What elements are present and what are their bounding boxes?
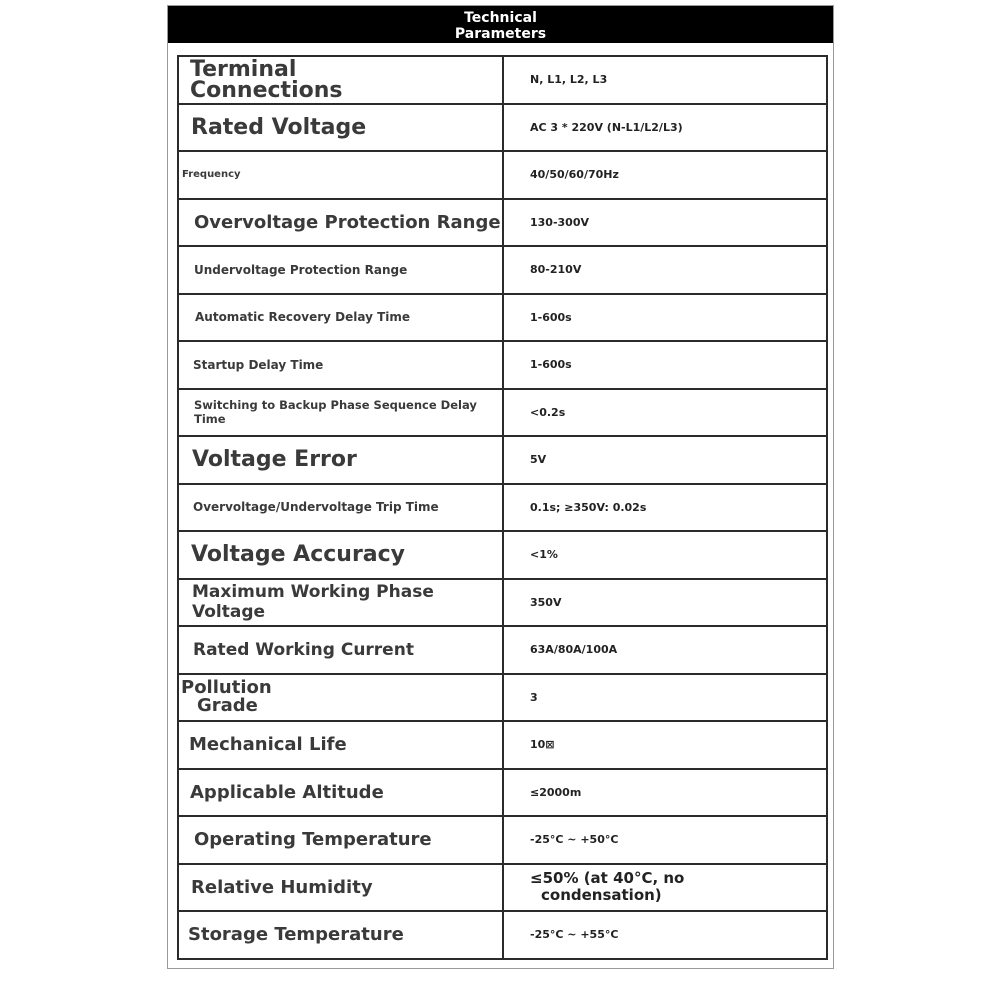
row-value: 1-600s [530, 358, 572, 372]
row-value: 130-300V [530, 215, 590, 229]
table-row [177, 483, 828, 531]
row-value [506, 865, 826, 911]
row-value: <0.2s [530, 405, 566, 419]
row-label: Switching to Backup Phase Sequence Delay Time [179, 390, 504, 436]
table-row [177, 720, 828, 768]
table-row [177, 103, 828, 151]
row-value: ≤2000m [530, 785, 582, 799]
value-line-1: ≤50% (at 40°C, no [530, 869, 685, 888]
row-label: Rated Voltage [179, 105, 504, 151]
row-label [179, 675, 504, 721]
table-row [177, 388, 828, 436]
table-row [177, 340, 828, 388]
row-value: AC 3 * 220V (N-L1/L2/L3) [530, 120, 683, 134]
row-label: Voltage Accuracy [179, 532, 504, 578]
table-row [177, 245, 828, 293]
row-value: -25°C ~ +50°C [530, 833, 619, 847]
row-label: Maximum Working Phase Voltage [179, 580, 504, 626]
row-label [179, 57, 504, 103]
table-row [177, 55, 828, 103]
row-value: 350V [530, 595, 562, 609]
parameters-table [177, 55, 828, 960]
row-value: 40/50/60/70Hz [530, 168, 619, 182]
table-row [177, 863, 828, 911]
table-row [177, 293, 828, 341]
header-line-1: Technical [464, 10, 537, 26]
row-value: 1-600s [530, 310, 572, 324]
header-line-2: Parameters [454, 26, 547, 42]
label-line-1: Terminal [190, 56, 297, 82]
table-row [177, 530, 828, 578]
value-line-2: condensation) [541, 886, 662, 905]
row-label: Frequency [179, 152, 504, 198]
row-value: <1% [530, 548, 558, 562]
row-label: Startup Delay Time [179, 342, 504, 388]
label-line-2: Grade [197, 695, 258, 717]
technical-parameters-sheet [167, 5, 834, 969]
row-value: 80-210V [530, 263, 582, 277]
row-value: -25°C ~ +55°C [530, 928, 619, 942]
table-row [177, 435, 828, 483]
table-row [177, 578, 828, 626]
row-label: Applicable Altitude [179, 770, 504, 816]
row-value: 3 [530, 690, 538, 704]
row-label: Overvoltage Protection Range [179, 200, 504, 246]
row-label: Automatic Recovery Delay Time [179, 295, 504, 341]
row-value: 63A/80A/100A [530, 643, 618, 657]
row-label: Relative Humidity [179, 865, 504, 911]
row-label: Voltage Error [179, 437, 504, 483]
table-header [168, 6, 833, 43]
row-value: N, L1, L2, L3 [530, 73, 608, 87]
table-row [177, 815, 828, 863]
table-row [177, 625, 828, 673]
table-row [177, 150, 828, 198]
row-label: Rated Working Current [179, 627, 504, 673]
label-line-1: Pollution [181, 677, 272, 699]
row-value: 10⊠ [530, 738, 555, 752]
table-row [177, 768, 828, 816]
row-label: Undervoltage Protection Range [179, 247, 504, 293]
row-label: Mechanical Life [179, 722, 504, 768]
row-label: Overvoltage/Undervoltage Trip Time [179, 485, 504, 531]
table-row [177, 673, 828, 721]
row-value: 5V [530, 453, 547, 467]
table-row [177, 198, 828, 246]
table-row [177, 910, 828, 960]
label-line-2: Connections [190, 77, 343, 103]
row-label: Storage Temperature [179, 912, 504, 958]
row-value: 0.1s; ≥350V: 0.02s [530, 500, 647, 514]
row-label: Operating Temperature [179, 817, 504, 863]
